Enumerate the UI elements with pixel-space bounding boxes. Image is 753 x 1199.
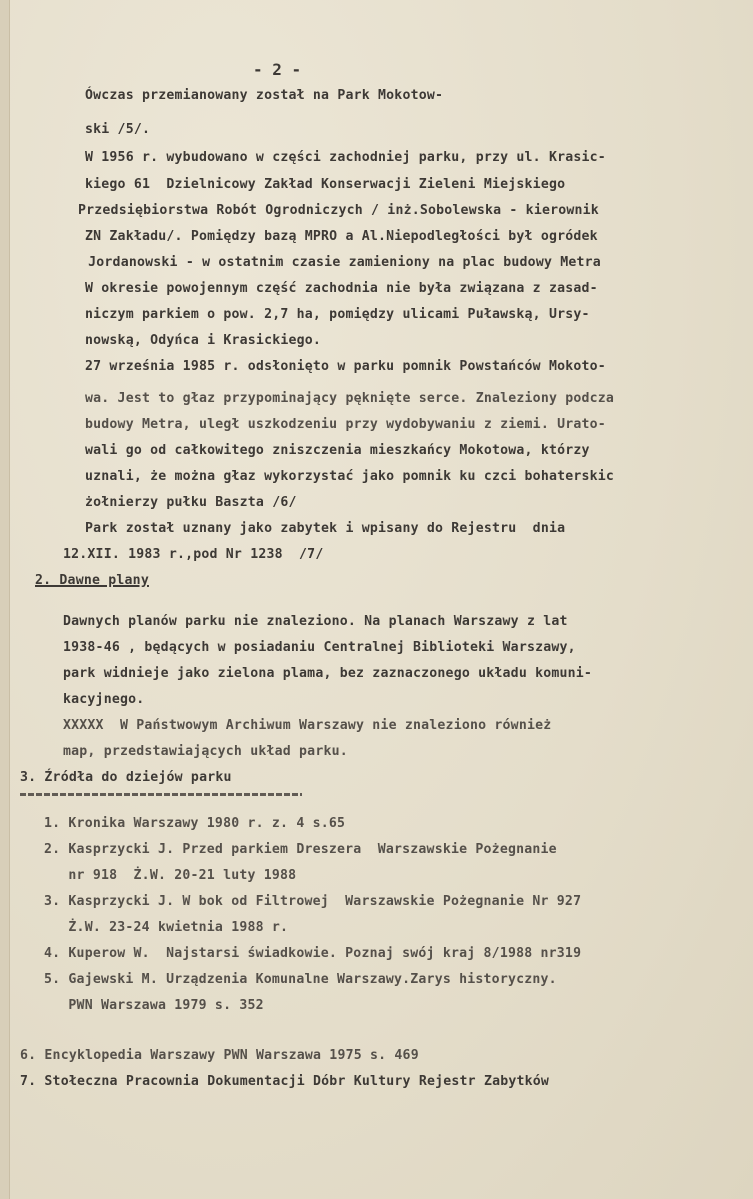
text-line: kacyjnego. — [63, 692, 145, 707]
text-line: Jordanowski - w ostatnim czasie zamieniony na plac budowy Metra — [80, 255, 601, 270]
source-item: 4. Kuperow W. Najstarsi świadkowie. Poznaj swój kraj 8/1988 nr319 — [44, 946, 582, 961]
text-line: 27 września 1985 r. odsłonięto w parku pomnik Powstańców Mokoto- — [85, 359, 606, 374]
text-line: nowską, Odyńca i Krasickiego. — [85, 333, 322, 348]
section-heading-3: 3. Źródła do dziejów parku — [20, 770, 232, 785]
text-line: W okresie powojennym część zachodnia nie była związana z zasad- — [85, 281, 598, 296]
text-line: budowy Metra, uległ uszkodzeniu przy wydobywaniu z ziemi. Urato- — [85, 417, 606, 432]
source-item: 1. Kronika Warszawy 1980 r. z. 4 s.65 — [44, 816, 346, 831]
text-line: ZN Zakładu/. Pomiędzy bazą MPRO a Al.Niepodległości był ogródek — [85, 229, 598, 244]
text-line: uznali, że można głaz wykorzystać jako pomnik ku czci bohaterskic — [85, 469, 615, 484]
source-item: 5. Gajewski M. Urządzenia Komunalne Warszawy.Zarys historyczny. — [44, 972, 557, 987]
text-line: 12.XII. 1983 r.,pod Nr 1238 /7/ — [63, 547, 324, 562]
text-line: map, przedstawiających układ parku. — [63, 744, 348, 759]
heading-underline — [20, 793, 302, 796]
text-line: Dawnych planów parku nie znaleziono. Na planach Warszawy z lat — [63, 614, 568, 629]
text-line: wa. Jest to głaz przypominający pęknięte serce. Znaleziony podcza — [85, 391, 615, 406]
text-line: Ówczas przemianowany został na Park Mokotow- — [85, 88, 444, 103]
text-line: park widnieje jako zielona plama, bez zaznaczonego układu komuni- — [63, 666, 593, 681]
source-item: PWN Warszawa 1979 s. 352 — [44, 998, 264, 1013]
text-line: 1938-46 , będących w posiadaniu Centralnej Biblioteki Warszawy, — [63, 640, 576, 655]
source-item: nr 918 Ż.W. 20-21 luty 1988 — [44, 868, 297, 883]
text-line: XXXXX W Państwowym Archiwum Warszawy nie znaleziono również — [63, 718, 552, 733]
text-line: Park został uznany jako zabytek i wpisany do Rejestru dnia — [85, 521, 566, 536]
page-number: - 2 - — [253, 60, 302, 79]
source-item: Ż.W. 23-24 kwietnia 1988 r. — [44, 920, 289, 935]
text-line: niczym parkiem o pow. 2,7 ha, pomiędzy ulicami Puławską, Ursy- — [85, 307, 590, 322]
source-item: 3. Kasprzycki J. W bok od Filtrowej Warszawskie Pożegnanie Nr 927 — [44, 894, 582, 909]
text-line: kiego 61 Dzielnicowy Zakład Konserwacji Zieleni Miejskiego — [85, 177, 566, 192]
text-line: żołnierzy pułku Baszta /6/ — [85, 495, 297, 510]
text-line: Przedsiębiorstwa Robót Ogrodniczych / inż.Sobolewska - kierownik — [78, 203, 599, 218]
text-line: ski /5/. — [85, 122, 151, 137]
text-line: W 1956 r. wybudowano w części zachodniej parku, przy ul. Krasic- — [85, 150, 606, 165]
text-line: wali go od całkowitego zniszczenia mieszkańcy Mokotowa, którzy — [85, 443, 590, 458]
page-edge — [0, 0, 10, 1199]
source-item: 6. Encyklopedia Warszawy PWN Warszawa 1975 s. 469 — [20, 1048, 419, 1063]
source-item: 7. Stołeczna Pracownia Dokumentacji Dóbr Kultury Rejestr Zabytków — [20, 1074, 550, 1089]
section-heading-2: 2. Dawne plany — [35, 573, 149, 588]
source-item: 2. Kasprzycki J. Przed parkiem Dreszera Warszawskie Pożegnanie — [44, 842, 557, 857]
